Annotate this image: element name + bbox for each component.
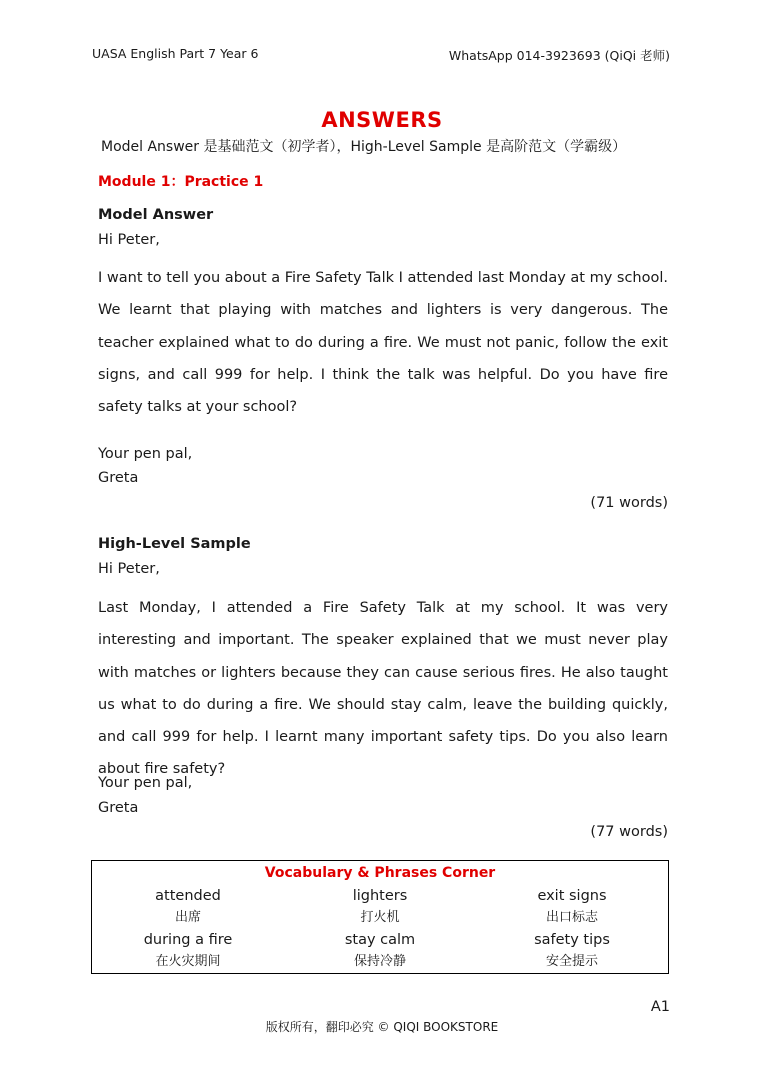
- model-answer-body: I want to tell you about a Fire Safety Talk I attended last Monday at my school. We learnt that playing with matches and lighters is very dangerous. The teacher explained what to do during a fire. We must not panic, follow the exit signs, and call 999 for help. I think the talk was helpful. Do you have fire safety talks at your school?: [98, 270, 668, 416]
- module-heading: Module 1：Practice 1: [98, 174, 264, 190]
- high-level-greeting: Hi Peter,: [98, 561, 160, 577]
- vocab-chinese: 在火灾期间: [155, 954, 221, 969]
- model-answer-closing: Your pen pal,: [98, 446, 193, 462]
- vocab-item: [476, 929, 668, 973]
- header-right: WhatsApp 014-3923693 (QiQi 老师): [448, 48, 670, 63]
- model-answer-signature: Greta: [98, 470, 139, 486]
- vocabulary-box: [91, 860, 669, 974]
- vocab-chinese: 出口标志: [545, 910, 598, 925]
- vocab-english: exit signs: [537, 888, 607, 904]
- vocab-item: [92, 885, 284, 929]
- high-level-heading: High-Level Sample: [98, 536, 251, 552]
- vocab-chinese: 打火机: [360, 910, 400, 925]
- page-number: A1: [650, 999, 670, 1015]
- vocab-item: [476, 885, 668, 929]
- vocab-chinese: 保持冷静: [353, 954, 406, 969]
- page-title: ANSWERS: [321, 108, 443, 132]
- vocab-chinese: 出席: [174, 910, 201, 925]
- high-level-word-count: (77 words): [590, 824, 668, 840]
- vocab-item: [284, 929, 476, 973]
- vocab-item: [92, 929, 284, 973]
- vocab-english: safety tips: [534, 932, 610, 948]
- vocab-chinese: 安全提示: [545, 954, 598, 969]
- vocab-english: lighters: [352, 888, 408, 904]
- header-left: UASA English Part 7 Year 6: [92, 46, 259, 61]
- model-answer-greeting: Hi Peter,: [98, 232, 160, 248]
- footer-copyright: 版权所有，翻印必究 © QIQI BOOKSTORE: [265, 1020, 499, 1034]
- vocab-english: during a fire: [143, 932, 233, 948]
- vocab-english: attended: [155, 888, 221, 904]
- high-level-body: Last Monday, I attended a Fire Safety Talk at my school. It was very interesting and important. The speaker explained that we must never play with matches or lighters because they can cause serious fires. He also taught us what to do during a fire. We should stay calm, leave the building quickly, and call 999 for help. I learnt many important safety tips. Do you also learn about fire safety?: [98, 600, 668, 778]
- subtitle: Model Answer 是基础范文（初学者），High-Level Sample 是高阶范文（学霸级）: [101, 139, 627, 155]
- high-level-signature: Greta: [98, 800, 139, 816]
- vocab-item: [284, 885, 476, 929]
- high-level-closing: Your pen pal,: [98, 775, 193, 791]
- vocabulary-title: Vocabulary & Phrases Corner: [264, 865, 496, 881]
- model-answer-heading: Model Answer: [98, 207, 214, 223]
- model-answer-word-count: (71 words): [590, 495, 668, 511]
- vocabulary-grid: [92, 885, 668, 973]
- vocab-english: stay calm: [344, 932, 416, 948]
